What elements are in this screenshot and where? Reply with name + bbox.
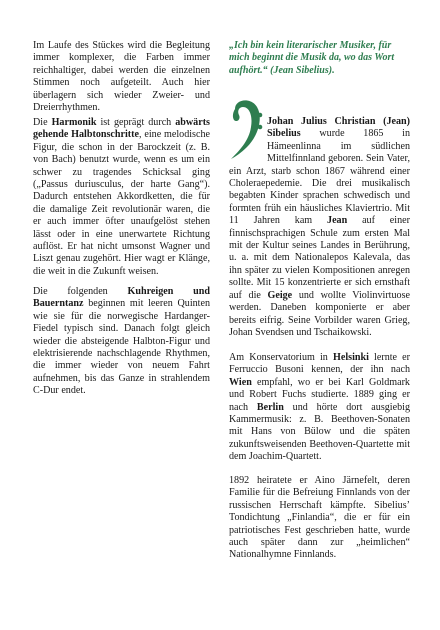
paragraph-accompaniment: Im Laufe des Stückes wird die Begleitung immer komplexer, die Farben immer reichhaltiger, dabei werden die einzelnen Stimmen noch aufgeteilt. Auch hier überlagern sich wieder Zweier- und Dreierrhythmen. — [33, 40, 210, 114]
term-jean: Jean — [327, 215, 348, 227]
paragraph-biography: Johan Julius Christian (Jean) Sibelius wurde 1865 in Hämeenlinna im südlichen Mittelfinnland geboren. Sein Vater, ein Arzt, starb schon 1867 während einer Choleraepedemie. Die drei musikalisch begabten Kinder sprachen schwedisch und formten früh ein häusliches Klaviertrio. Mit 11 Jahren kam Jean auf einer finnischsprachigen Schule zum ersten Mal mit der Kultur seines Landes in Berührung, u. a. mit dem Nationalepos Kalevala, das ihn später zu vielen Kompositionen anregen sollte. Mit 15 konzentrierte er sich ernsthaft auf die Geige und wollte Violinvirtuose werden. Daneben komponierte er aber bereits eifrig. Seine Vorbilder waren Grieg, Johan Svendsen und Tschaikowski. — [229, 116, 410, 338]
sibelius-quote: „Ich bin kein literarischer Musiker, für mich beginnt die Musik da, wo das Wort aufhört.“ (Jean Sibelius). — [229, 40, 395, 76]
paragraph-studies: Am Konservatorium in Helsinki lernte er Ferruccio Busoni kennen, der ihn nach Wien empfahl, wo er bei Karl Goldmark und Robert Fuchs studierte. 1889 ging er nach Berlin und hörte dort ausgiebig Kammermusik: z. B. Beethoven-Sonaten mit Hans von Bülow und die späten zukunftsweisenden Beethoven-Quartette mit dem Joachim-Quartett. — [229, 352, 410, 463]
term-geige: Geige — [267, 289, 293, 301]
term-kuhreigen: Kuhreigen und Bauerntanz — [33, 286, 210, 310]
term-halbtonschritte: abwärts gehende Halbtonschritte — [33, 117, 210, 141]
paragraph-kuhreigen: Die folgenden Kuhreigen und Bauerntanz beginnen mit leeren Quinten wie sie für die norwegische Hardanger-Fiedel typisch sind. Danach folgt gleich wieder die absteigende Halbton-Figur und elektrisierende nachschlagende Rhythmen, die immer wieder von neuem Fahrt aufnehmen, bis das Ganze in strahlendem C-Dur endet. — [33, 286, 211, 397]
term-helsinki: Helsinki — [333, 352, 369, 363]
term-harmonik: Harmonik — [51, 117, 97, 128]
term-wien: Wien — [229, 376, 252, 388]
paragraph-harmony: Die Harmonik ist geprägt durch abwärts gehende Halbtonschritte, eine melodische Figur, die schon in der Barockzeit (z. B. von Bach) benutzt wurde, wenn es um ein schwer zu tragendes Schicksal ging („Passus duriusculus, der harte Gang“). Dadurch entstehen Akkordketten, die für die damalige Zeit revolutionär waren, die er auch immer öfter unaufgelöst stehen lässt oder in eine unerwartete Richtung auflöst. Er hat nicht umsonst Wagner und Liszt genau zugehört. Hier wagt er Klänge, die weit in die Zukunft weisen. — [33, 117, 210, 277]
term-berlin: Berlin — [256, 401, 284, 413]
term-sibelius-name: Johan Julius Christian (Jean) Sibelius — [267, 116, 410, 140]
bass-clef-icon — [229, 95, 263, 165]
paragraph-marriage: 1892 heiratete er Aino Järnefelt, deren Familie für die Befreiung Finnlands von der russischen Herrschaft kämpfte. Sibelius’ Tondichtung „Finlandia“, die er für ein patriotisches Fest geschrieben hatte, wurde auch später dann zur „heimlichen“ Nationalhymne Finnlands. — [229, 475, 410, 561]
